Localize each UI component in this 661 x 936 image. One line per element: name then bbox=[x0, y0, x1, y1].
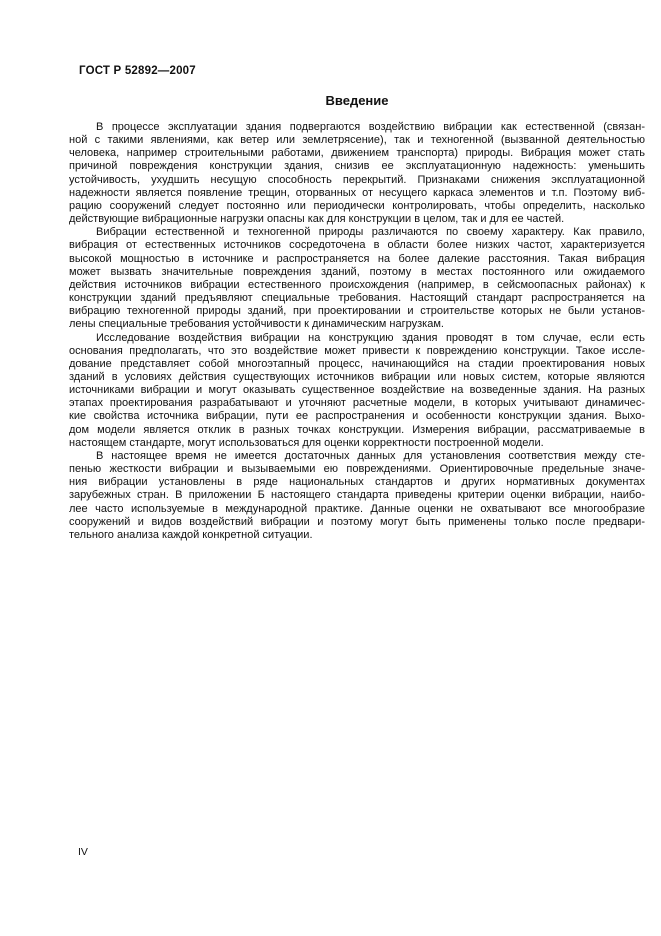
text-line: Исследование воздействия вибрации на конструкцию здания проводят в том случае, если есть bbox=[96, 331, 645, 344]
text-line: причиной повреждения конструкции здания, снизив ее эксплуатационную надежность: уменьшить bbox=[69, 160, 645, 173]
text-line: рацию сооружений следует постоянно или периодически контролировать, чтобы определить, насколько bbox=[69, 199, 645, 212]
text-line: В настоящее время не имеется достаточных данных для установления соответствия между сте- bbox=[96, 449, 645, 462]
document-body bbox=[69, 121, 645, 542]
text-line: устойчивость, ухудшить несущую способность перекрытий. Признаками снижения эксплуатационной bbox=[69, 173, 645, 186]
paragraph bbox=[69, 332, 645, 450]
section-title: Введение bbox=[325, 93, 389, 108]
text-line: надежности является появление трещин, оторванных от несущего каркаса элементов и т.п. Поэтому виб- bbox=[69, 186, 645, 199]
paragraph bbox=[69, 226, 645, 331]
text-line: действия источников вибрации естественного происхождения (например, в сейсмоопасных районах) к bbox=[69, 278, 645, 291]
paragraph bbox=[69, 450, 645, 542]
text-line: вибрацию техногенной природы зданий, при проектировании и строительстве которых не были установ- bbox=[69, 305, 645, 318]
text-line: основания предполагать, что это воздействие может привести к повреждению конструкции. Такое иссле- bbox=[69, 344, 645, 357]
text-line: зданий в условиях действия существующих источников вибрации или новых систем, которые являются bbox=[69, 370, 645, 383]
text-line: ния вибрации установлены в ряде национальных стандартов и других нормативных документах bbox=[69, 476, 645, 489]
text-line: лены специальные требования устойчивости к динамическим нагрузкам. bbox=[69, 318, 444, 331]
text-line: пенью жесткости вибрации и вызываемыми ею повреждениями. Ориентировочные предельные значе- bbox=[69, 463, 645, 476]
document-code: ГОСТ Р 52892—2007 bbox=[79, 65, 196, 77]
text-line: кие свойства источника вибрации, пути ее распространения и особенности конструкции здания. Выхо- bbox=[69, 410, 645, 423]
text-line: этапах проектирования разрабатывают и уточняют расчетные модели, в которых учитывают динамичес- bbox=[69, 397, 645, 410]
text-line: дование представляет собой многоэтапный процесс, начинающийся на стадии проектирования новых bbox=[69, 357, 645, 370]
text-line: зарубежных стран. В приложении Б настоящего стандарта приведены критерии оценки вибрации, наибо- bbox=[69, 489, 645, 502]
text-line: тельного анализа каждой конкретной ситуации. bbox=[69, 528, 313, 541]
text-line: может вызвать значительные повреждения зданий, поэтому в местах постоянного или ожидаемого bbox=[69, 265, 645, 278]
text-line: дом модели является отклик в разных точках конструкции. Измерения вибрации, рассматриваемые в bbox=[69, 423, 645, 436]
text-line: вибрация от естественных источников сосредоточена в области более низких частот, характеризуется bbox=[69, 239, 645, 252]
text-line: В процессе эксплуатации здания подвергаются воздействию вибрации как естественной (связан- bbox=[96, 121, 645, 133]
text-line: ной с такими явлениями, как ветер или землетрясение), так и техногенной (вызванной деятельностью bbox=[69, 134, 645, 147]
text-line: сооружений и видов воздействий вибрации и поэтому могут быть применены только после предвари- bbox=[69, 515, 645, 528]
text-line: конструкции зданий предъявляют специальные требования. Настоящий стандарт распространяется на bbox=[69, 292, 645, 305]
text-line: лее часто используемые в международной практике. Данные оценки не охватывают все многообразие bbox=[69, 502, 645, 515]
text-line: действующие вибрационные нагрузки опасны как для конструкции в целом, так и для ее частей. bbox=[69, 213, 565, 226]
text-line: источниками вибрации и могут оказывать существенное воздействие на возведенные здания. На разных bbox=[69, 384, 645, 397]
paragraph bbox=[69, 121, 645, 226]
text-line: высокой мощностью в источнике и распространяется на более далекие расстояния. Такая вибрация bbox=[69, 252, 645, 265]
page-number: IV bbox=[78, 846, 88, 858]
text-line: настоящем стандарте, могут использоваться для оценки корректности построенной модели. bbox=[69, 436, 544, 449]
text-line: человека, например строительными работами, движением транспорта) природы. Вибрация может стать bbox=[69, 147, 645, 160]
text-line: Вибрации естественной и техногенной природы различаются по своему характеру. Как правило, bbox=[96, 226, 645, 239]
